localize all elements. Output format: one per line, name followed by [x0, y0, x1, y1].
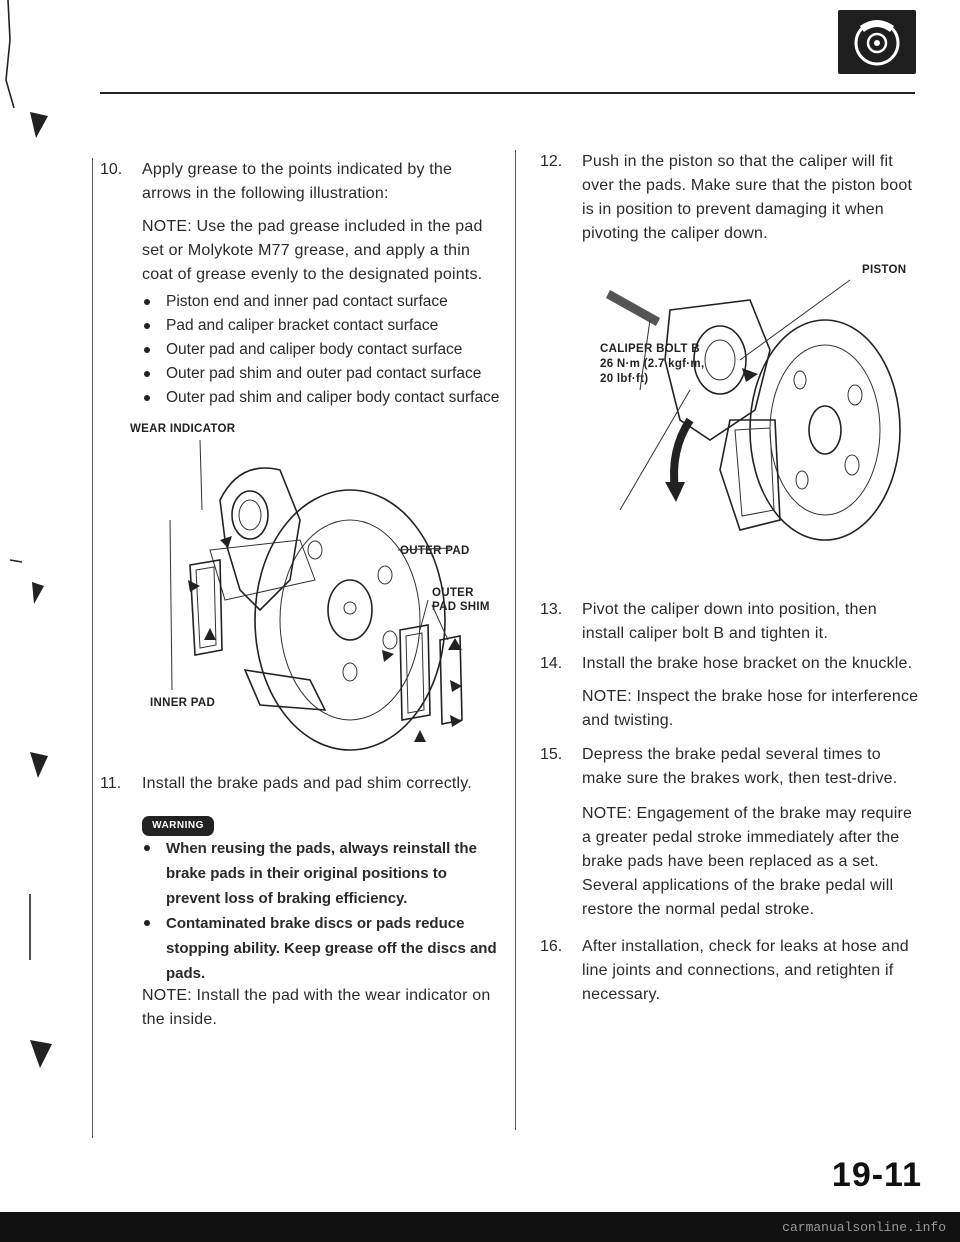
list-item: Outer pad and caliper body contact surface: [142, 338, 502, 362]
warning-item: When reusing the pads, always reinstall the brake pads in their original positions to prevent loss of braking efficiency.: [142, 836, 502, 911]
label-outer-pad-shim-line2: PAD SHIM: [432, 601, 490, 613]
warning-item: Contaminated brake discs or pads reduce stopping ability. Keep grease off the discs and pads.: [142, 911, 502, 986]
label-caliper-bolt-line1: CALIPER BOLT B: [600, 343, 700, 355]
step-15-text: Depress the brake pedal several times to make sure the brakes work, then test-drive.: [582, 746, 898, 787]
header-rule: [100, 92, 915, 94]
step-13-number: 13.: [540, 601, 563, 618]
list-item: Piston end and inner pad contact surface: [142, 290, 502, 314]
step-10-number: 10.: [100, 161, 123, 178]
label-outer-pad-shim-line1: OUTER: [432, 587, 474, 599]
caliper-pivot-illustration: [590, 270, 930, 550]
step-11-note: NOTE: Install the pad with the wear indicator on the inside.: [142, 987, 491, 1028]
step-11-number: 11.: [100, 775, 122, 792]
label-caliper-bolt-line3: 20 lbf·ft): [600, 373, 649, 385]
step-12-number: 12.: [540, 153, 563, 170]
step-14-number: 14.: [540, 655, 563, 672]
step-11-text: Install the brake pads and pad shim correctly.: [142, 775, 472, 792]
watermark-text: carmanualsonline.info: [782, 1220, 946, 1235]
step-10-note: NOTE: Use the pad grease included in the pad set or Molykote M77 grease, and apply a thin coat of grease evenly to the designated points.: [142, 218, 483, 283]
step-13-text: Pivot the caliper down into position, then install caliper bolt B and tighten it.: [582, 601, 877, 642]
column-divider: [515, 150, 516, 1130]
list-item: Outer pad shim and outer pad contact surface: [142, 362, 502, 386]
left-margin-rule: [92, 158, 93, 1138]
label-caliper-bolt-line2: 26 N·m (2.7 kgf·m,: [600, 358, 705, 370]
warning-badge: WARNING: [142, 816, 214, 836]
list-item: Pad and caliper bracket contact surface: [142, 314, 502, 338]
margin-marks: [0, 0, 90, 1242]
grease-points-list: [142, 290, 502, 410]
step-16-number: 16.: [540, 938, 563, 955]
step-14-text: Install the brake hose bracket on the knuckle.: [582, 655, 913, 672]
step-15-note: NOTE: Engagement of the brake may require a greater pedal stroke immediately after the brake pads have been replaced as a set. Several applications of the brake pedal will restore the normal pedal stroke.: [582, 805, 913, 918]
step-10-text: Apply grease to the points indicated by the arrows in the following illustration:: [142, 161, 453, 202]
step-16-text: After installation, check for leaks at hose and line joints and connections, and retighten if necessary.: [582, 938, 909, 1003]
label-piston: PISTON: [862, 264, 907, 276]
page-number: 19-11: [831, 1156, 922, 1194]
label-outer-pad: OUTER PAD: [400, 545, 470, 557]
section-icon: [838, 10, 916, 74]
step-12-text: Push in the piston so that the caliper will fit over the pads. Make sure that the piston boot is in position to prevent damaging it when pivoting the caliper down.: [582, 153, 913, 242]
step-15-number: 15.: [540, 746, 563, 763]
label-wear-indicator: WEAR INDICATOR: [130, 423, 236, 435]
list-item: Outer pad shim and caliper body contact surface: [142, 386, 502, 410]
warnings-list: [142, 836, 502, 986]
label-inner-pad: INNER PAD: [150, 697, 216, 709]
brake-disc-icon: [838, 10, 916, 74]
brake-pad-illustration: [150, 440, 500, 780]
step-14-note: NOTE: Inspect the brake hose for interference and twisting.: [582, 688, 919, 729]
